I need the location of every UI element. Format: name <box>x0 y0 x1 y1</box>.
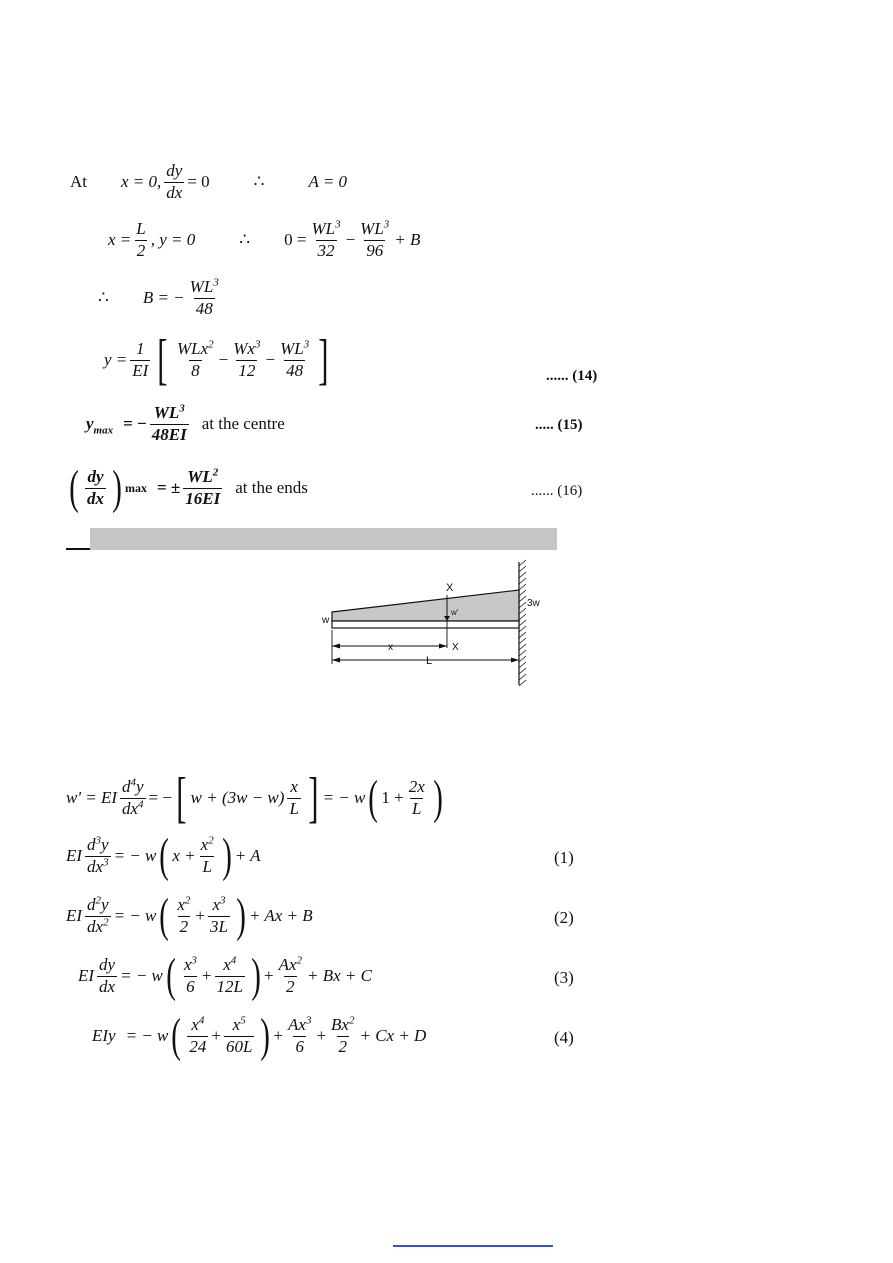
y-equals: y = <box>104 350 128 370</box>
a-result: A = 0 <box>308 172 348 192</box>
label-w-prime: w' <box>451 608 459 617</box>
one-plus: 1 + <box>381 788 404 808</box>
label-3w: 3w <box>527 598 540 609</box>
plus-a: + A <box>234 846 261 866</box>
ei-label: EI <box>78 966 95 986</box>
wl3-over-48ei: $\frac{WL^3}{48EI}$ <box>151 402 187 444</box>
section-banner <box>90 528 557 550</box>
w-prime-ei: w' = EI <box>66 788 117 808</box>
eq-line-2 <box>108 220 420 260</box>
therefore-symbol: ∴ <box>253 172 265 192</box>
plus-sign: + <box>263 966 274 986</box>
eq-line-4 <box>104 329 333 391</box>
at-label: At <box>70 172 87 192</box>
ax3-over-6-fraction: $\frac{Ax^3}{6}$ <box>288 1014 312 1056</box>
minus-sign: − <box>265 350 276 370</box>
dy-dx-fraction: $\frac{dy}{dx}$ <box>166 161 183 202</box>
label-w-left: w <box>322 615 330 626</box>
x2-over-2-fraction: $\frac{x^2}{2}$ <box>177 894 191 936</box>
x4-over-24-fraction: $\frac{x^4}{24}$ <box>189 1014 207 1056</box>
x-plus: x + <box>172 846 196 866</box>
equals-minus-w: = − w <box>322 788 366 808</box>
minus-sign: − <box>218 350 229 370</box>
zero-equals: 0 = <box>284 230 307 250</box>
equals-minus: = − <box>123 414 147 434</box>
ax2-over-2-fraction: $\frac{Ax^2}{2}$ <box>278 954 302 996</box>
eq-line-3 <box>98 278 224 318</box>
right-bracket: ] <box>318 329 329 391</box>
plus-sign: + <box>316 1026 327 1046</box>
equals-minus-w: = − w <box>113 906 157 926</box>
label-l: L <box>426 655 433 667</box>
plus-ax-plus-b: + Ax + B <box>248 906 313 926</box>
equation-number-1: (1) <box>554 848 574 867</box>
eiy-label: EIy <box>92 1026 116 1046</box>
d4y-dx4-fraction: $\frac{d^4y}{dx^4}$ <box>122 776 144 818</box>
y-condition: , y = 0 <box>150 230 196 250</box>
equation-number-3: (3) <box>554 968 574 987</box>
label-x-top: X <box>446 582 454 594</box>
plus-cx-plus-d: + Cx + D <box>359 1026 427 1046</box>
x-condition: x = 0, <box>121 172 162 192</box>
dy-dx-max-fraction: $\frac{dy}{dx}$ <box>86 467 104 508</box>
distributed-load-shape <box>332 590 519 621</box>
2x-over-l-fraction: $\frac{2x}{L}$ <box>408 777 425 818</box>
equals-minus-w: = − w <box>120 966 163 986</box>
therefore-symbol: ∴ <box>98 288 109 308</box>
eq-line-5 <box>86 404 285 444</box>
footer-link[interactable] <box>393 1245 553 1247</box>
d3y-dx3-fraction: $\frac{d^3y}{dx^3}$ <box>87 834 109 876</box>
ei-label: EI <box>66 846 83 866</box>
equation-number-14: ...... (14) <box>546 368 598 384</box>
equation-number-15: ..... (15) <box>535 417 583 433</box>
beam-body <box>332 621 519 628</box>
eq-line-6: ( $\frac{dy}{dx}$ ) max = ± $\frac{WL^2}{16EI}$ at the ends <box>69 460 308 514</box>
equals-zero: = 0 <box>187 172 210 192</box>
dy-dx-fraction: $\frac{dy}{dx}$ <box>99 955 116 996</box>
plus-b: + B <box>394 230 421 250</box>
eq-line-1 <box>70 162 347 202</box>
d2y-dx2-fraction: $\frac{d^2y}{dx^2}$ <box>87 894 109 936</box>
term-wlx2-over-8: $\frac{WLx^2}{8}$ <box>176 338 214 380</box>
equation-1: EI $\frac{d^3y}{dx^3}$ = − w ( x + $\frac{x^2}{L}$ ) + A <box>66 828 261 882</box>
equation-number-16: ...... (16) <box>531 483 583 499</box>
term-wx3-over-12: $\frac{Wx^3}{12}$ <box>233 338 261 380</box>
one-over-ei: $\frac{1}{EI}$ <box>132 339 149 380</box>
x-over-l-fraction: $\frac{x}{L}$ <box>289 777 299 818</box>
b-equals: B = − <box>142 288 185 308</box>
x3-over-6-fraction: $\frac{x^3}{6}$ <box>183 954 197 996</box>
ei-label: EI <box>66 906 83 926</box>
at-the-centre-text: at the centre <box>201 414 285 434</box>
wl3-over-32: $\frac{WL^3}{32}$ <box>311 218 341 260</box>
x5-over-60l-fraction: $\frac{x^5}{60L}$ <box>225 1014 253 1056</box>
term-wl3-over-48: $\frac{WL^3}{48}$ <box>280 338 310 380</box>
cantilever-beam-diagram <box>316 560 540 690</box>
equation-number-4: (4) <box>554 1028 574 1047</box>
left-bracket: [ <box>157 329 168 391</box>
load-equation: w' = EI $\frac{d^4y}{dx^4}$ = − [ w + (3w − w) $\frac{x}{L}$ ] = − w ( 1 + $\frac{2x}{L}$ ) <box>66 767 443 829</box>
equals-minus-w: = − w <box>125 1026 169 1046</box>
section-rule <box>66 548 90 550</box>
therefore-symbol: ∴ <box>239 230 251 250</box>
wl2-over-16ei: $\frac{WL^2}{16EI}$ <box>185 466 221 508</box>
at-the-ends-text: at the ends <box>235 478 308 498</box>
equals-minus-w: = − w <box>113 846 157 866</box>
equation-3: EI $\frac{dy}{dx}$ = − w ( $\frac{x^3}{6}$ + $\frac{x^4}{12L}$ ) + $\frac{Ax^2}{2}$ + Bx + C <box>78 948 372 1002</box>
wl3-over-96: $\frac{WL^3}{96}$ <box>360 218 390 260</box>
wl3-over-48: $\frac{WL^3}{48}$ <box>189 276 219 318</box>
x3-over-3l-fraction: $\frac{x^3}{3L}$ <box>210 894 228 936</box>
y-max-symbol: y <box>86 414 94 434</box>
equation-2: EI $\frac{d^2y}{dx^2}$ = − w ( $\frac{x^2}{2}$ + $\frac{x^3}{3L}$ ) + Ax + B <box>66 888 313 942</box>
bx2-over-2-fraction: $\frac{Bx^2}{2}$ <box>331 1014 355 1056</box>
w-plus-term: w + (3w − w) <box>190 788 285 808</box>
label-x-small: x <box>388 642 393 653</box>
equals-minus: = − <box>148 788 172 808</box>
x4-over-12l-fraction: $\frac{x^4}{12L}$ <box>216 954 243 996</box>
label-x-bottom: X <box>452 642 459 653</box>
equation-4: EIy = − w ( $\frac{x^4}{24}$ + $\frac{x^5}{60L}$ ) + $\frac{Ax^3}{6}$ + $\frac{Bx^2}{2}$ + Cx + D <box>92 1008 427 1062</box>
equals-plus-minus: = ± <box>156 478 181 498</box>
l-over-2-fraction: $\frac{L}{2}$ <box>136 219 146 260</box>
x2-over-l-fraction: $\frac{x^2}{L}$ <box>200 834 214 876</box>
equation-number-2: (2) <box>554 908 574 927</box>
plus-sign: + <box>273 1026 284 1046</box>
minus-sign: − <box>345 230 356 250</box>
x-equals: x = <box>108 230 132 250</box>
max-subscript: max <box>93 424 114 437</box>
plus-bx-plus-c: + Bx + C <box>307 966 372 986</box>
